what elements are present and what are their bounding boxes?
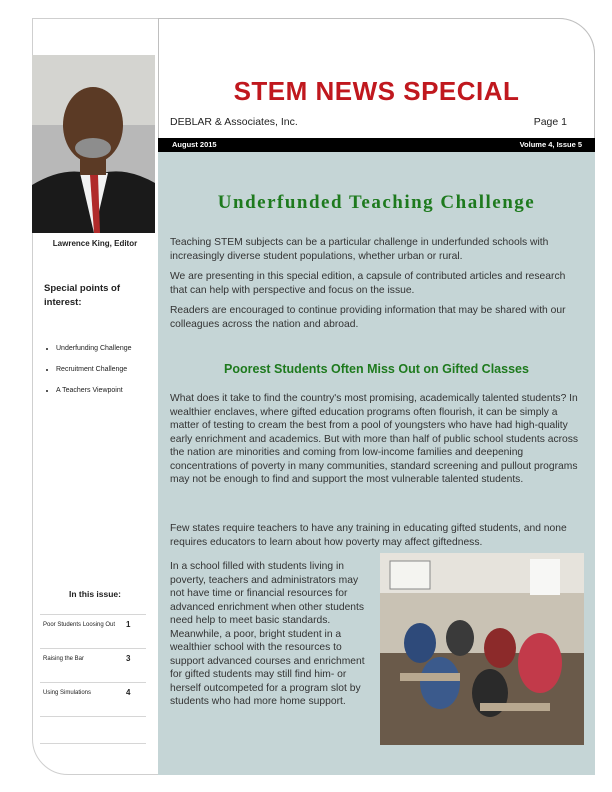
article-paragraph: Readers are encouraged to continue providing information that may be shared with our colleagues across the nation and abroad. [170, 305, 566, 330]
toc-divider [40, 743, 146, 744]
newsletter-title: STEM NEWS SPECIAL [233, 76, 520, 106]
special-point-item: • Underfunding Challenge [56, 345, 132, 352]
toc-page: 3 [126, 654, 131, 663]
in-this-issue-heading: In this issue: [69, 589, 121, 599]
issue-date: August 2015 [172, 140, 217, 149]
special-point-item: • Recruitment Challenge [56, 366, 132, 373]
toc-title: Poor Students Loosing Out [43, 622, 116, 628]
article-paragraph: Few states require teachers to have any training in educating gifted students, and none requires educators to learn about how poverty may affect giftedness. [170, 523, 567, 548]
article-paragraph: Teaching STEM subjects can be a particular challenge in underfunded schools with increasingly diverse student populations, whether urban or rural. [170, 237, 549, 262]
toc-page: 4 [126, 688, 131, 697]
special-point-item: • A Teachers Viewpoint [56, 387, 132, 394]
table-of-contents [40, 614, 146, 744]
toc-row [40, 648, 146, 682]
issue-volume: Volume 4, Issue 5 [519, 140, 582, 149]
toc-title: Using Simulations [43, 690, 92, 696]
page-number: Page 1 [533, 116, 567, 128]
toc-row [40, 614, 146, 648]
special-points-list [44, 345, 132, 408]
toc-page: 1 [126, 620, 131, 629]
article-headline: Underfunded Teaching Challenge [217, 192, 536, 213]
editor-photo [32, 55, 155, 233]
article-paragraph: We are presenting in this special edition, a capsule of contributed articles and research that can help with perspective and focus on the issue. [170, 271, 566, 296]
article-paragraph: In a school filled with students living in poverty, teachers and administrators may not have time or financial resources for advanced enrichment when other students need help to meet basic standards. Meanwhile, a poor, bright student in a wealthier school with the resources to support advanced courses and enrichment for gifted students may still find him- or herself outcompeted for a program slot by students who had more home support. [170, 561, 365, 707]
article-subheadline: Poorest Students Often Miss Out on Gifted Classes [224, 362, 529, 376]
toc-title: Raising the Bar [43, 656, 85, 662]
editor-caption: Lawrence King, Editor [52, 239, 138, 248]
toc-divider [40, 716, 146, 743]
special-points-heading: Special points of interest: [44, 283, 121, 308]
article-paragraph: What does it take to find the country's most promising, academically talented students? In wealthier enclaves, where gifted education programs often flourish, it can be simply a matter of testing to cream the best from a pool of youngsters who have had high-quality early enrichment and academics. But with more than half of public school students across the nation are minorities and coming from low-income families and deepening concentrations of poverty in many communities, standard screening and pullout programs may not be enough to find and support the most vulnerable talented students. [170, 393, 579, 485]
classroom-photo [380, 553, 584, 745]
company-name: DEBLAR & Associates, Inc. [170, 116, 298, 128]
editor-portrait-image [32, 55, 155, 233]
toc-row [40, 682, 146, 716]
classroom-image [380, 553, 584, 745]
